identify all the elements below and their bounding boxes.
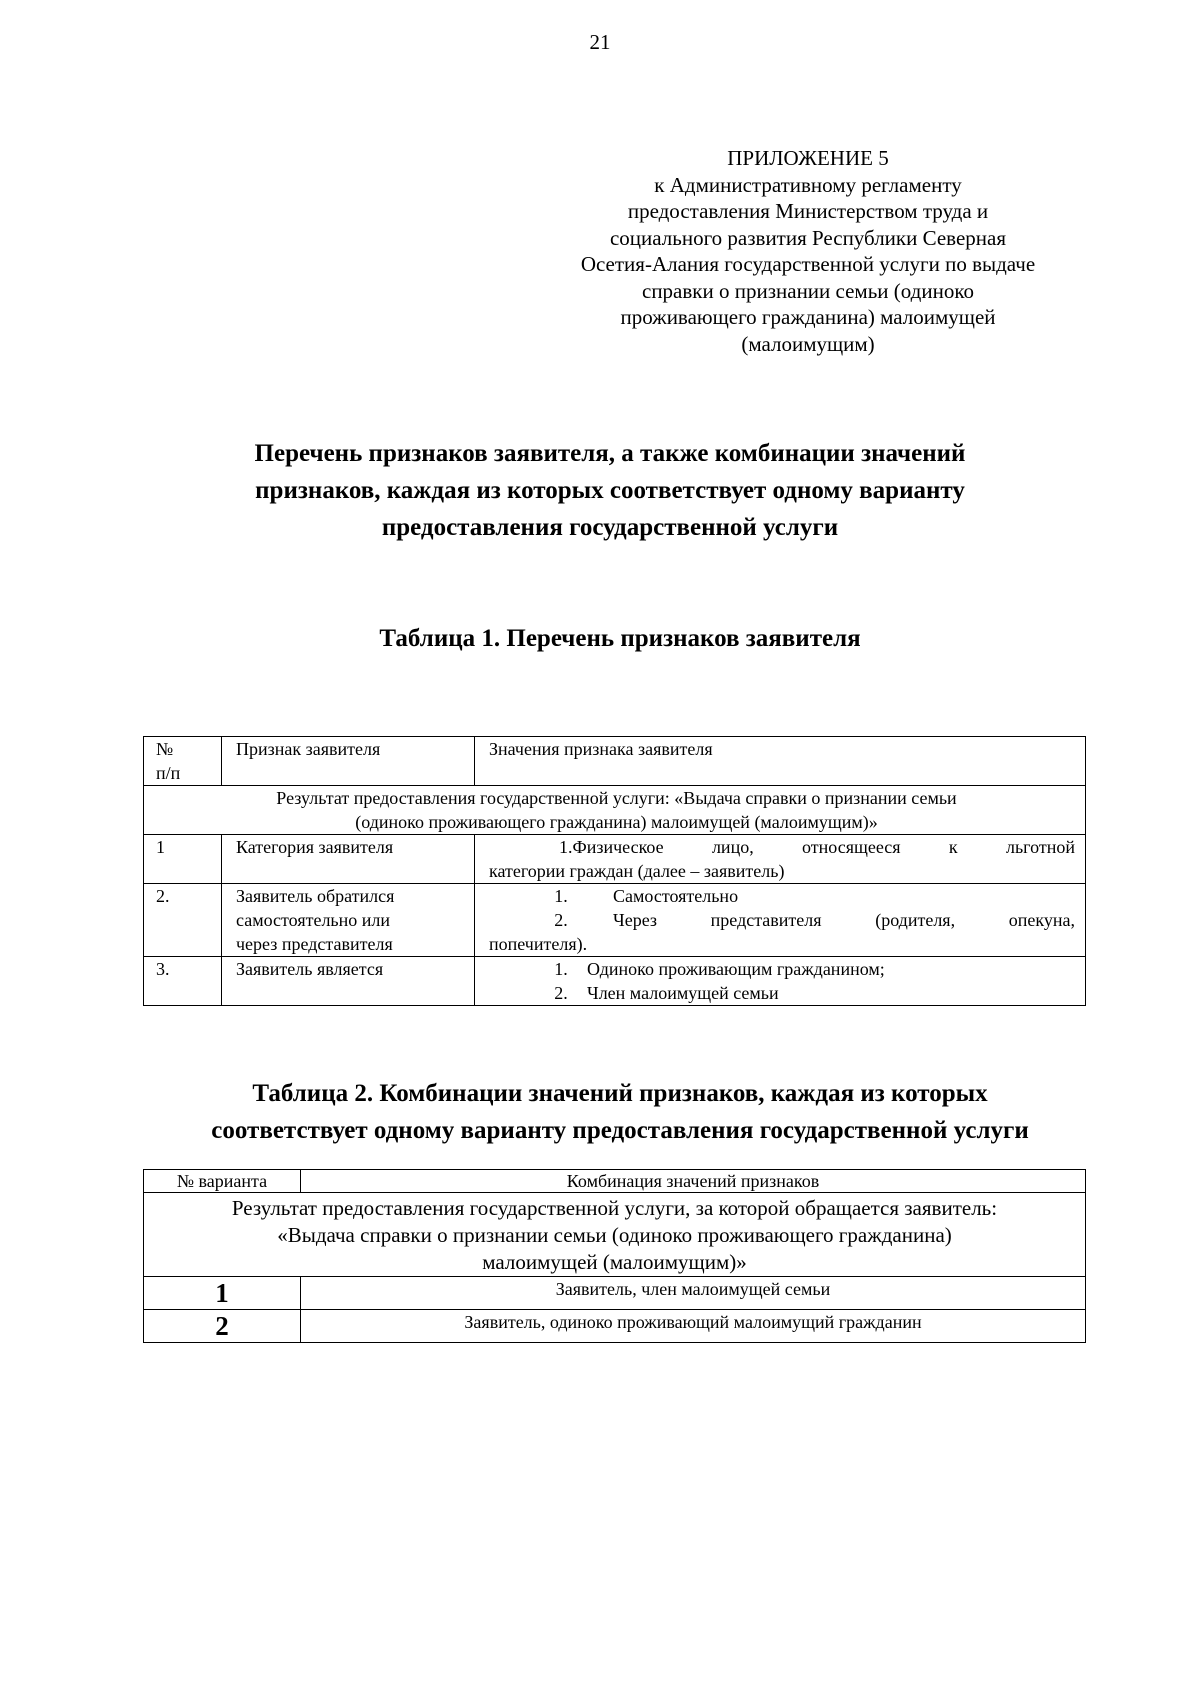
table-row (144, 835, 1086, 884)
row-num: 3. (144, 957, 222, 1006)
table-row (144, 884, 1086, 957)
applicant-attributes-table (143, 736, 1086, 1006)
result-cell: Результат предоставления государственной услуги, за которой обращается заявитель: «Выдача справки о признании семьи (одиноко проживающего гражданина) малоимущей (малоимущим)» (144, 1193, 1086, 1277)
result-row (144, 786, 1086, 835)
row-num: 2. (144, 884, 222, 957)
appendix-header (548, 145, 1068, 357)
header-variant: № варианта (144, 1170, 301, 1193)
result-row (144, 1193, 1086, 1277)
title-line: признаков, каждая из которых соответствует одному варианту (255, 477, 965, 504)
table-header-row (144, 737, 1086, 786)
header-combination: Комбинация значений признаков (301, 1170, 1086, 1193)
appendix-line: (малоимущим) (741, 331, 875, 356)
list-item: 1. Одиноко проживающим гражданином; (554, 959, 885, 979)
row-values (475, 957, 1086, 1006)
appendix-line: справки о признании семьи (одиноко (642, 278, 974, 303)
title-line: Перечень признаков заявителя, а также комбинации значений (254, 440, 966, 467)
table-row (144, 1277, 1086, 1310)
table2-title: Таблица 2. Комбинации значений признаков, каждая из которых соответствует одному варианту предоставления государственной услуги (211, 1080, 1029, 1144)
header-attribute: Признак заявителя (222, 737, 475, 786)
appendix-line: Осетия-Алания государственной услуги по выдаче (580, 252, 1036, 276)
row-attribute: Категория заявителя (222, 835, 475, 884)
row-attribute: Заявитель обратился самостоятельно или через представителя (222, 884, 475, 957)
table1-title: Таблица 1. Перечень признаков заявителя (379, 625, 861, 652)
variant-number: 1 (144, 1277, 301, 1310)
title-line: предоставления государственной услуги (381, 514, 839, 541)
variant-combinations-table (143, 1169, 1086, 1343)
row-attribute: Заявитель является (222, 957, 475, 1006)
appendix-line: проживающего гражданина) малоимущей (620, 305, 996, 329)
table-row (144, 1310, 1086, 1343)
list-item: 2. Через представителя (родителя, опекуна, (554, 910, 1075, 930)
variant-combination: Заявитель, член малоимущей семьи (301, 1277, 1086, 1310)
variant-number: 2 (144, 1310, 301, 1343)
page-number: 21 (589, 30, 611, 54)
appendix-line: социального развития Республики Северная (609, 225, 1007, 250)
document-title (150, 435, 1070, 546)
row-num: 1 (144, 835, 222, 884)
appendix-line: ПРИЛОЖЕНИЕ 5 (727, 146, 889, 170)
row-values: 1.Физическое лицо, относящееся к льготной категории граждан (далее – заявитель) (475, 835, 1086, 884)
header-num: № п/п (144, 737, 222, 786)
header-values: Значения признака заявителя (475, 737, 1086, 786)
list-item: 2. Член малоимущей семьи (554, 983, 779, 1003)
table-header-row (144, 1170, 1086, 1193)
appendix-line: предоставления Министерством труда и (627, 199, 989, 223)
variant-combination: Заявитель, одиноко проживающий малоимущий гражданин (301, 1310, 1086, 1343)
row-values: 1. Самостоятельно 2. Через представителя (родителя, опекуна, попечителя). (475, 884, 1086, 957)
list-item: 1. Самостоятельно (554, 886, 739, 906)
table-row (144, 957, 1086, 1006)
result-cell: Результат предоставления государственной услуги: «Выдача справки о признании семьи (одиноко проживающего гражданина) малоимущей (малоимущим)» (144, 786, 1086, 835)
appendix-line: к Административному регламенту (654, 172, 962, 197)
